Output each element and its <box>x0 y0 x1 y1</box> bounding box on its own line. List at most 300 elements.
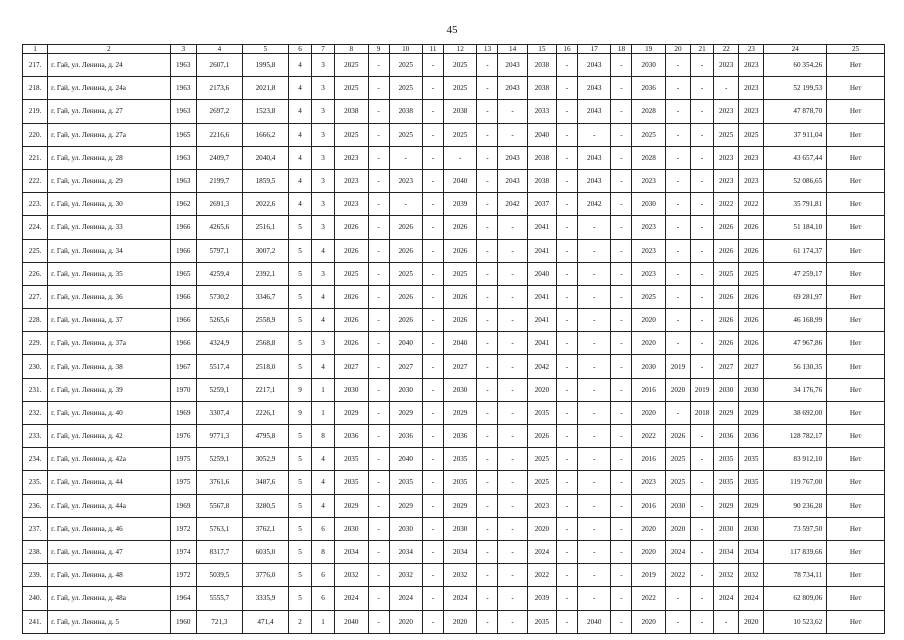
table-cell: 2030 <box>335 378 369 401</box>
table-cell: 1966 <box>170 285 196 308</box>
table-cell: 90 236,28 <box>764 494 827 517</box>
table-cell: - <box>691 77 714 100</box>
table-cell: - <box>665 332 690 355</box>
table-cell: 5567,8 <box>196 494 242 517</box>
table-cell: - <box>423 100 444 123</box>
table-cell: Нет <box>827 401 885 424</box>
table-cell: 2032 <box>714 564 739 587</box>
table-cell: - <box>368 425 389 448</box>
table-cell: 5265,6 <box>196 309 242 332</box>
table-cell: 2029 <box>443 401 477 424</box>
table-cell: 2024 <box>389 587 423 610</box>
table-cell: - <box>557 100 578 123</box>
table-cell: 1963 <box>170 100 196 123</box>
table-cell: 4324,9 <box>196 332 242 355</box>
table-cell: 2026 <box>389 309 423 332</box>
table-cell: 8 <box>312 540 335 563</box>
table-cell: - <box>498 262 527 285</box>
table-cell: 2038 <box>527 169 556 192</box>
table-cell: 1975 <box>170 448 196 471</box>
table-cell: - <box>691 517 714 540</box>
table-cell: - <box>368 54 389 77</box>
table-cell: - <box>577 564 611 587</box>
table-cell: 234. <box>23 448 48 471</box>
table-cell: - <box>611 216 632 239</box>
table-cell: 2691,3 <box>196 193 242 216</box>
table-cell: 73 597,50 <box>764 517 827 540</box>
table-cell: 4795,8 <box>242 425 288 448</box>
table-cell: - <box>611 378 632 401</box>
table-cell: - <box>577 448 611 471</box>
table-cell: 5517,4 <box>196 355 242 378</box>
table-cell: - <box>423 77 444 100</box>
table-cell: - <box>498 239 527 262</box>
table-cell: г. Гай, ул. Ленина, д. 5 <box>48 610 171 633</box>
table-cell: - <box>557 332 578 355</box>
column-header: 25 <box>827 45 885 54</box>
table-cell: - <box>577 216 611 239</box>
table-cell: Нет <box>827 540 885 563</box>
table-cell: 5 <box>288 564 311 587</box>
table-cell: 62 809,06 <box>764 587 827 610</box>
table-cell: - <box>368 448 389 471</box>
table-cell: 233. <box>23 425 48 448</box>
table-cell: 2020 <box>632 517 666 540</box>
table-cell: 2607,1 <box>196 54 242 77</box>
table-cell: 2026 <box>389 239 423 262</box>
table-cell: 232. <box>23 401 48 424</box>
table-cell: 2024 <box>527 540 556 563</box>
table-cell: - <box>477 494 498 517</box>
table-cell: - <box>498 309 527 332</box>
table-cell: Нет <box>827 169 885 192</box>
table-cell: 2020 <box>632 332 666 355</box>
table-cell: Нет <box>827 448 885 471</box>
table-row <box>23 401 885 424</box>
table-cell: - <box>577 471 611 494</box>
table-cell: 2036 <box>739 425 764 448</box>
table-cell: - <box>498 378 527 401</box>
table-cell: 2035 <box>714 448 739 471</box>
table-cell: г. Гай, ул. Ленина, д. 28 <box>48 146 171 169</box>
table-cell: 2030 <box>739 517 764 540</box>
table-cell: - <box>368 564 389 587</box>
table-cell: 2024 <box>739 587 764 610</box>
table-cell: 46 168,99 <box>764 309 827 332</box>
table-cell: 2518,0 <box>242 355 288 378</box>
table-cell: - <box>423 285 444 308</box>
table-cell: - <box>477 285 498 308</box>
table-cell: - <box>498 564 527 587</box>
table-cell: - <box>477 146 498 169</box>
table-cell: Нет <box>827 239 885 262</box>
table-cell: 1995,8 <box>242 54 288 77</box>
table-cell: - <box>611 100 632 123</box>
table-cell: 2022 <box>632 425 666 448</box>
table-cell: - <box>611 239 632 262</box>
table-cell: 2035 <box>714 471 739 494</box>
table-cell: 1970 <box>170 378 196 401</box>
table-cell: Нет <box>827 332 885 355</box>
table-cell: - <box>611 494 632 517</box>
table-cell: 2022 <box>632 587 666 610</box>
table-cell: - <box>665 285 690 308</box>
table-cell: - <box>557 355 578 378</box>
table-cell: 2029 <box>739 401 764 424</box>
table-cell: 3 <box>312 262 335 285</box>
table-cell: 2023 <box>632 262 666 285</box>
table-row <box>23 216 885 239</box>
table-cell: - <box>557 285 578 308</box>
column-header: 9 <box>368 45 389 54</box>
table-cell: - <box>423 494 444 517</box>
table-cell: - <box>368 309 389 332</box>
table-cell: Нет <box>827 564 885 587</box>
table-cell: 2043 <box>498 146 527 169</box>
table-cell: 2041 <box>527 285 556 308</box>
table-cell: - <box>577 401 611 424</box>
column-header: 6 <box>288 45 311 54</box>
table-cell: г. Гай, ул. Ленина, д. 29 <box>48 169 171 192</box>
table-row <box>23 378 885 401</box>
table-cell: - <box>557 54 578 77</box>
column-header: 1 <box>23 45 48 54</box>
table-cell: 4 <box>288 77 311 100</box>
table-cell: 5 <box>288 517 311 540</box>
table-cell: - <box>577 494 611 517</box>
table-cell: - <box>557 309 578 332</box>
table-cell: 2023 <box>739 77 764 100</box>
table-cell: - <box>611 425 632 448</box>
table-cell: 4 <box>288 54 311 77</box>
table-cell: 2032 <box>739 564 764 587</box>
table-cell: 2034 <box>335 540 369 563</box>
housing-repair-table <box>22 44 885 634</box>
table-cell: 2040 <box>335 610 369 633</box>
table-row <box>23 332 885 355</box>
table-cell: - <box>691 285 714 308</box>
table-cell: - <box>477 401 498 424</box>
table-cell: 2029 <box>389 494 423 517</box>
table-cell: - <box>498 517 527 540</box>
table-cell: 4 <box>288 100 311 123</box>
table-cell: - <box>557 193 578 216</box>
table-cell: 223. <box>23 193 48 216</box>
table-cell: 2216,6 <box>196 123 242 146</box>
table-cell: - <box>611 169 632 192</box>
table-cell: г. Гай, ул. Ленина, д. 42 <box>48 425 171 448</box>
table-cell: 1 <box>312 401 335 424</box>
table-cell: 2030 <box>335 517 369 540</box>
table-cell: - <box>665 123 690 146</box>
table-cell: 471,4 <box>242 610 288 633</box>
table-cell: 4 <box>312 355 335 378</box>
table-cell: 61 174,37 <box>764 239 827 262</box>
table-cell: 1965 <box>170 123 196 146</box>
table-cell: 34 176,76 <box>764 378 827 401</box>
table-row <box>23 239 885 262</box>
table-cell: - <box>477 471 498 494</box>
table-cell: 47 259,17 <box>764 262 827 285</box>
table-cell: Нет <box>827 54 885 77</box>
table-cell: 2 <box>288 610 311 633</box>
table-cell: Нет <box>827 123 885 146</box>
table-cell: 2020 <box>527 378 556 401</box>
table-cell: 231. <box>23 378 48 401</box>
table-cell: 1969 <box>170 401 196 424</box>
table-cell: 2026 <box>335 285 369 308</box>
table-cell: - <box>557 610 578 633</box>
table-cell: 8 <box>312 425 335 448</box>
table-cell: 241. <box>23 610 48 633</box>
table-cell: - <box>665 100 690 123</box>
table-cell: 3335,9 <box>242 587 288 610</box>
table-cell: 47 878,70 <box>764 100 827 123</box>
table-cell: 2041 <box>527 239 556 262</box>
table-cell: 220. <box>23 123 48 146</box>
table-cell: - <box>611 193 632 216</box>
table-cell: 239. <box>23 564 48 587</box>
table-cell: г. Гай, ул. Ленина, д. 37 <box>48 309 171 332</box>
table-cell: - <box>557 540 578 563</box>
table-cell: 2035 <box>527 401 556 424</box>
table-cell: 2032 <box>443 564 477 587</box>
table-cell: 2020 <box>632 401 666 424</box>
table-cell: 2025 <box>443 77 477 100</box>
table-cell: - <box>477 54 498 77</box>
table-cell: 235. <box>23 471 48 494</box>
table-cell: 2226,1 <box>242 401 288 424</box>
table-cell: - <box>477 169 498 192</box>
table-cell: - <box>557 564 578 587</box>
table-cell: 2035 <box>739 448 764 471</box>
table-cell: - <box>665 239 690 262</box>
table-cell: 217. <box>23 54 48 77</box>
table-cell: г. Гай, ул. Ленина, д. 39 <box>48 378 171 401</box>
table-cell: 2026 <box>389 216 423 239</box>
table-cell: 2030 <box>443 378 477 401</box>
table-cell: - <box>611 262 632 285</box>
table-cell: 2020 <box>665 378 690 401</box>
table-cell: 2023 <box>714 100 739 123</box>
table-cell: - <box>423 193 444 216</box>
table-cell: 2027 <box>389 355 423 378</box>
table-cell: - <box>423 540 444 563</box>
table-cell: 2041 <box>527 332 556 355</box>
table-cell: 2026 <box>335 332 369 355</box>
column-header: 15 <box>527 45 556 54</box>
table-cell: 2035 <box>739 471 764 494</box>
column-header: 16 <box>557 45 578 54</box>
table-cell: - <box>423 564 444 587</box>
table-cell: - <box>665 146 690 169</box>
table-cell: 2026 <box>739 309 764 332</box>
table-cell: - <box>611 401 632 424</box>
table-cell: - <box>368 471 389 494</box>
table-cell: 1963 <box>170 54 196 77</box>
table-cell: 4 <box>288 146 311 169</box>
table-cell: 2030 <box>714 517 739 540</box>
table-cell: - <box>498 494 527 517</box>
table-cell: г. Гай, ул. Ленина, д. 38 <box>48 355 171 378</box>
table-cell: - <box>665 401 690 424</box>
table-cell: 5 <box>288 355 311 378</box>
table-cell: 2023 <box>739 54 764 77</box>
table-cell: 3 <box>312 216 335 239</box>
table-cell: Нет <box>827 309 885 332</box>
table-cell: - <box>477 448 498 471</box>
table-cell: г. Гай, ул. Ленина, д. 36 <box>48 285 171 308</box>
table-cell: 2392,1 <box>242 262 288 285</box>
table-cell: 2026 <box>527 425 556 448</box>
table-cell: - <box>577 587 611 610</box>
table-cell: 2020 <box>527 517 556 540</box>
table-cell: 2016 <box>632 494 666 517</box>
table-cell: 117 839,66 <box>764 540 827 563</box>
table-cell: 2040,4 <box>242 146 288 169</box>
table-cell: - <box>665 54 690 77</box>
table-cell: 2025 <box>527 448 556 471</box>
table-row <box>23 262 885 285</box>
table-cell: 2030 <box>632 54 666 77</box>
table-cell: 6 <box>312 587 335 610</box>
table-cell: - <box>691 448 714 471</box>
table-cell: 2043 <box>577 169 611 192</box>
table-cell: - <box>477 193 498 216</box>
table-cell: - <box>498 401 527 424</box>
column-header: 13 <box>477 45 498 54</box>
table-cell: 2025 <box>714 123 739 146</box>
table-cell: 3 <box>312 146 335 169</box>
table-cell: 2043 <box>577 100 611 123</box>
table-cell: 5259,1 <box>196 378 242 401</box>
table-cell: 2033 <box>527 100 556 123</box>
table-cell: - <box>691 123 714 146</box>
table-cell: - <box>368 146 389 169</box>
table-cell: 2024 <box>714 587 739 610</box>
table-cell: 3307,4 <box>196 401 242 424</box>
table-cell: 6 <box>312 564 335 587</box>
table-cell: 128 782,17 <box>764 425 827 448</box>
table-row <box>23 564 885 587</box>
table-cell: 2035 <box>527 610 556 633</box>
table-cell: - <box>423 448 444 471</box>
table-cell: - <box>477 239 498 262</box>
table-cell: - <box>423 517 444 540</box>
table-cell: - <box>423 401 444 424</box>
table-cell: 2036 <box>389 425 423 448</box>
table-cell: - <box>691 193 714 216</box>
column-header: 21 <box>691 45 714 54</box>
table-cell: 2036 <box>714 425 739 448</box>
table-cell: - <box>611 146 632 169</box>
table-cell: - <box>423 471 444 494</box>
column-header: 8 <box>335 45 369 54</box>
table-cell: г. Гай, ул. Ленина, д. 33 <box>48 216 171 239</box>
column-header: 12 <box>443 45 477 54</box>
table-row <box>23 587 885 610</box>
table-cell: 226. <box>23 262 48 285</box>
table-cell: 2023 <box>632 169 666 192</box>
table-cell: 2020 <box>632 540 666 563</box>
table-cell: 5730,2 <box>196 285 242 308</box>
table-cell: - <box>368 587 389 610</box>
table-cell: 47 967,86 <box>764 332 827 355</box>
table-cell: 2026 <box>389 285 423 308</box>
table-cell: - <box>557 378 578 401</box>
table-cell: 2040 <box>577 610 611 633</box>
table-cell: 3 <box>312 54 335 77</box>
table-cell: 4259,4 <box>196 262 242 285</box>
table-row <box>23 285 885 308</box>
table-cell: - <box>691 425 714 448</box>
table-cell: - <box>557 216 578 239</box>
table-cell: - <box>498 587 527 610</box>
table-cell: 9771,3 <box>196 425 242 448</box>
column-header: 5 <box>242 45 288 54</box>
table-cell: 5 <box>288 587 311 610</box>
table-cell: 2023 <box>527 494 556 517</box>
column-header: 23 <box>739 45 764 54</box>
table-cell: 119 767,00 <box>764 471 827 494</box>
table-cell: 2027 <box>739 355 764 378</box>
table-cell: - <box>691 587 714 610</box>
table-cell: - <box>498 471 527 494</box>
column-header: 22 <box>714 45 739 54</box>
table-cell: - <box>498 123 527 146</box>
table-cell: 237. <box>23 517 48 540</box>
table-cell: 2199,7 <box>196 169 242 192</box>
table-cell: - <box>557 425 578 448</box>
table-cell: - <box>368 401 389 424</box>
table-cell: 83 912,10 <box>764 448 827 471</box>
table-cell: - <box>498 610 527 633</box>
column-header: 24 <box>764 45 827 54</box>
table-cell: г. Гай, ул. Ленина, д. 27а <box>48 123 171 146</box>
table-cell: 228. <box>23 309 48 332</box>
table-cell: - <box>611 540 632 563</box>
table-cell: - <box>557 401 578 424</box>
table-cell: - <box>691 169 714 192</box>
table-cell: 2021,8 <box>242 77 288 100</box>
table-cell: 2025 <box>632 123 666 146</box>
table-cell: - <box>611 471 632 494</box>
table-row <box>23 540 885 563</box>
table-cell: 3761,6 <box>196 471 242 494</box>
column-header: 11 <box>423 45 444 54</box>
table-cell: 1969 <box>170 494 196 517</box>
table-cell: - <box>423 587 444 610</box>
table-cell: 2030 <box>665 494 690 517</box>
table-row <box>23 123 885 146</box>
table-cell: 2029 <box>335 401 369 424</box>
column-header: 10 <box>389 45 423 54</box>
table-cell: г. Гай, ул. Ленина, д. 30 <box>48 193 171 216</box>
table-cell: - <box>691 54 714 77</box>
table-cell: 3 <box>312 123 335 146</box>
table-cell: 1 <box>312 610 335 633</box>
table-cell: 1972 <box>170 564 196 587</box>
column-header: 14 <box>498 45 527 54</box>
table-cell: 2173,6 <box>196 77 242 100</box>
table-cell: 2020 <box>443 610 477 633</box>
table-cell: - <box>477 564 498 587</box>
table-cell: 2028 <box>632 146 666 169</box>
table-cell: 5 <box>288 332 311 355</box>
table-cell: - <box>577 332 611 355</box>
table-cell: 3 <box>312 100 335 123</box>
table-cell: 2020 <box>739 610 764 633</box>
